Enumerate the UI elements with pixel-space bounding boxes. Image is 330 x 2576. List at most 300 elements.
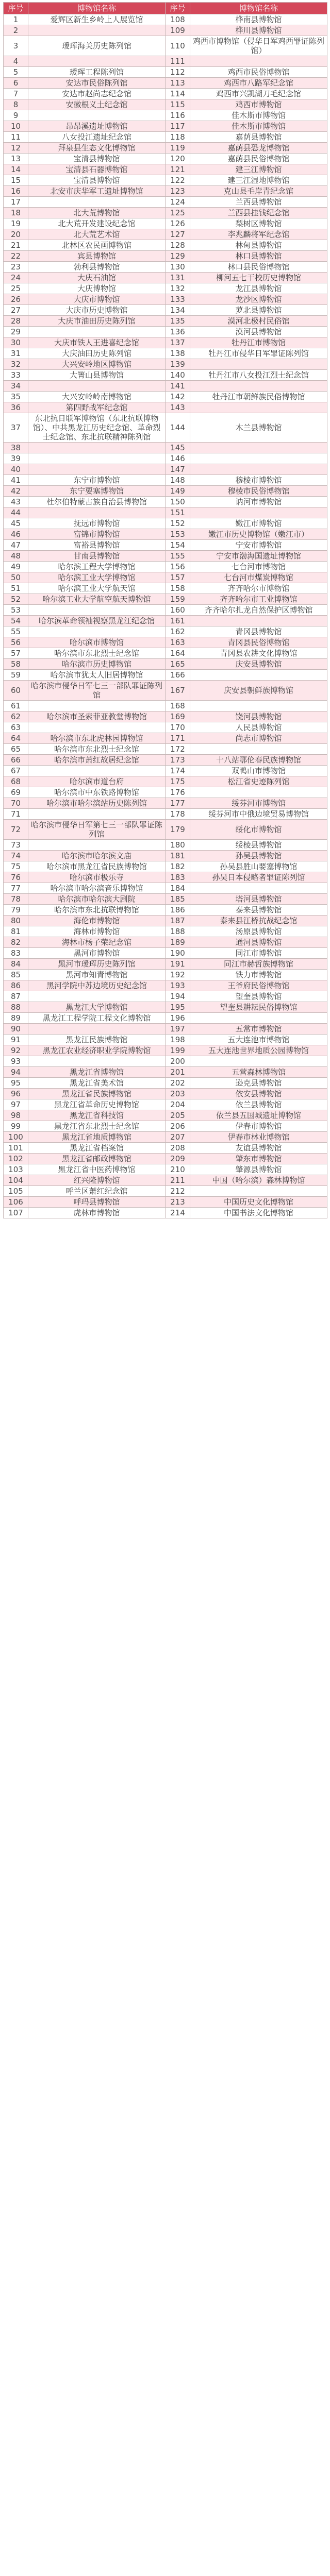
cell-seq-left: 4 (4, 56, 28, 67)
cell-name-right (190, 883, 327, 894)
table-row (4, 916, 327, 926)
cell-name-left: 安徽根义土纪念馆 (28, 99, 166, 110)
cell-seq-right: 155 (166, 551, 190, 562)
table-row (4, 701, 327, 711)
cell-seq-left: 22 (4, 251, 28, 262)
cell-name-right: 望奎县博物馆 (190, 991, 327, 1002)
cell-seq-left: 97 (4, 1099, 28, 1110)
cell-name-left (28, 327, 166, 337)
cell-name-left: 安达市民俗陈列馆 (28, 78, 166, 89)
table-row (4, 659, 327, 670)
cell-name-right: 绥芬河市中俄边境贸易博物馆 (190, 809, 327, 820)
cell-seq-right: 195 (166, 1002, 190, 1013)
cell-seq-right: 136 (166, 327, 190, 337)
table-row (4, 197, 327, 208)
cell-seq-right: 141 (166, 381, 190, 392)
cell-name-left: 哈尔滨工业大学博物馆 (28, 572, 166, 583)
cell-seq-left: 73 (4, 840, 28, 851)
cell-seq-left: 69 (4, 787, 28, 798)
cell-name-right (190, 507, 327, 518)
cell-name-right: 尚志市博物馆 (190, 733, 327, 744)
cell-seq-right: 185 (166, 894, 190, 905)
table-row (4, 616, 327, 626)
cell-name-left: 海林市博物馆 (28, 926, 166, 937)
cell-seq-right: 175 (166, 776, 190, 787)
cell-name-right: 孙吴县博物馆 (190, 851, 327, 861)
cell-name-right: 五常市博物馆 (190, 1024, 327, 1035)
cell-name-right: 宁安市博物馆 (190, 540, 327, 551)
table-row (4, 1056, 327, 1067)
table-row (4, 1045, 327, 1056)
table-row (4, 1143, 327, 1154)
cell-name-left (28, 56, 166, 67)
cell-seq-right: 159 (166, 594, 190, 605)
cell-name-left: 大庆市历史博物馆 (28, 305, 166, 316)
cell-name-right: 齐齐哈尔市工业博物馆 (190, 594, 327, 605)
cell-name-left: 黑龙江省民族博物馆 (28, 1089, 166, 1099)
table-row (4, 1208, 327, 1218)
table-row (4, 1089, 327, 1099)
cell-name-right: 兰西县博物馆 (190, 197, 327, 208)
cell-name-left: 黑河市知青博物馆 (28, 970, 166, 980)
cell-name-right: 鸡西市兴凯湖刀毛纪念馆 (190, 89, 327, 99)
cell-seq-left: 30 (4, 337, 28, 348)
cell-name-left (28, 840, 166, 851)
cell-seq-right: 187 (166, 916, 190, 926)
cell-seq-left: 2 (4, 25, 28, 36)
header-name-left: 博物馆名称 (28, 3, 166, 14)
cell-name-left: 红兴隆博物馆 (28, 1175, 166, 1186)
table-row (4, 787, 327, 798)
cell-seq-left: 55 (4, 626, 28, 637)
cell-seq-right: 173 (166, 755, 190, 766)
cell-name-right: 嘉荫县恐龙博物馆 (190, 143, 327, 154)
cell-seq-right: 212 (166, 1186, 190, 1197)
table-row (4, 121, 327, 132)
cell-name-left: 黑龙江省中医药博物馆 (28, 1164, 166, 1175)
cell-name-right: 嘉荫县民俗博物馆 (190, 154, 327, 164)
cell-seq-left: 68 (4, 776, 28, 787)
cell-name-right: 齐齐哈尔市博物馆 (190, 583, 327, 594)
cell-name-left: 勃利县博物馆 (28, 262, 166, 273)
table-row (4, 605, 327, 616)
cell-seq-left: 14 (4, 164, 28, 175)
cell-seq-right: 167 (166, 681, 190, 701)
table-row (4, 820, 327, 840)
cell-name-right: 孙吴县胜山要塞博物馆 (190, 861, 327, 872)
cell-name-right: 牡丹江市博物馆 (190, 337, 327, 348)
cell-name-left: 北大荒博物馆 (28, 208, 166, 218)
cell-name-right: 伊春市博物馆 (190, 1121, 327, 1132)
cell-seq-left: 98 (4, 1110, 28, 1121)
table-row (4, 1024, 327, 1035)
cell-seq-left: 95 (4, 1078, 28, 1089)
table-row (4, 359, 327, 370)
table-row (4, 208, 327, 218)
cell-seq-right: 116 (166, 110, 190, 121)
cell-name-right: 桦南县博物馆 (190, 14, 327, 25)
cell-name-right: 庆安县朝鲜族博物馆 (190, 681, 327, 701)
cell-seq-right: 203 (166, 1089, 190, 1099)
table-row (4, 905, 327, 916)
cell-seq-right: 127 (166, 229, 190, 240)
cell-seq-left: 50 (4, 572, 28, 583)
cell-name-left: 北安市庆华军工遗址博物馆 (28, 186, 166, 197)
cell-seq-left: 54 (4, 616, 28, 626)
cell-seq-right: 143 (166, 402, 190, 413)
cell-name-right (190, 56, 327, 67)
cell-name-right: 松江省史迹陈列馆 (190, 776, 327, 787)
cell-name-left: 哈尔滨工程大学博物馆 (28, 562, 166, 572)
cell-name-right: 孙吴日本侵略者罪证陈列馆 (190, 872, 327, 883)
cell-name-left: 大庆石油馆 (28, 273, 166, 283)
cell-seq-left: 47 (4, 540, 28, 551)
cell-name-left: 大兴安岭岭南博物馆 (28, 392, 166, 402)
cell-seq-left: 82 (4, 937, 28, 948)
cell-seq-left: 53 (4, 605, 28, 616)
cell-seq-left: 103 (4, 1164, 28, 1175)
table-row (4, 722, 327, 733)
cell-seq-right: 114 (166, 89, 190, 99)
cell-name-right: 庆安县博物馆 (190, 659, 327, 670)
table-row (4, 562, 327, 572)
cell-name-right: 望奎县耕耘民俗博物馆 (190, 1002, 327, 1013)
cell-name-left: 海林市杨子荣纪念馆 (28, 937, 166, 948)
cell-seq-right: 146 (166, 453, 190, 464)
cell-seq-right: 164 (166, 648, 190, 659)
cell-name-left: 瑷珲工程陈列馆 (28, 67, 166, 78)
cell-seq-left: 21 (4, 240, 28, 251)
header-name-right: 博物馆名称 (190, 3, 327, 14)
cell-seq-right: 182 (166, 861, 190, 872)
cell-name-right: 鸡西市民俗博物馆 (190, 67, 327, 78)
cell-name-left (28, 443, 166, 453)
cell-name-left: 哈尔滨市中东铁路博物馆 (28, 787, 166, 798)
cell-seq-right: 211 (166, 1175, 190, 1186)
cell-seq-right: 165 (166, 659, 190, 670)
cell-seq-right: 125 (166, 208, 190, 218)
cell-name-left: 宝清县博物馆 (28, 154, 166, 164)
cell-name-left: 呼兰区萧红纪念馆 (28, 1186, 166, 1197)
cell-seq-right: 108 (166, 14, 190, 25)
cell-name-left: 黑龙江省博物馆 (28, 1067, 166, 1078)
cell-name-right: 同江市赫哲族博物馆 (190, 959, 327, 970)
cell-seq-right: 207 (166, 1132, 190, 1143)
cell-seq-left: 33 (4, 370, 28, 381)
cell-name-left: 宝清县博物馆 (28, 175, 166, 186)
cell-seq-left: 72 (4, 820, 28, 840)
table-row (4, 744, 327, 755)
cell-name-left: 黑龙江省科技馆 (28, 1110, 166, 1121)
cell-name-right: 鸡西市博物馆（侵华日军鸡西罪证陈列馆） (190, 36, 327, 56)
cell-name-right: 鸡西市博物馆 (190, 99, 327, 110)
table-row (4, 1197, 327, 1208)
cell-name-right (190, 787, 327, 798)
cell-seq-left: 16 (4, 186, 28, 197)
cell-seq-right: 133 (166, 294, 190, 305)
cell-name-left: 哈尔滨市极乐寺 (28, 872, 166, 883)
cell-seq-left: 90 (4, 1024, 28, 1035)
cell-seq-left: 46 (4, 529, 28, 540)
cell-seq-left: 66 (4, 755, 28, 766)
cell-name-right: 桦川县博物馆 (190, 25, 327, 36)
cell-seq-right: 184 (166, 883, 190, 894)
cell-name-right: 嫩江市博物馆 (190, 518, 327, 529)
cell-seq-right: 199 (166, 1045, 190, 1056)
table-row (4, 370, 327, 381)
table-row (4, 648, 327, 659)
cell-name-left: 哈尔滨市黑龙江省民族博物馆 (28, 861, 166, 872)
table-row (4, 464, 327, 475)
cell-name-right: 中国（哈尔滨）森林博物馆 (190, 1175, 327, 1186)
cell-seq-right: 160 (166, 605, 190, 616)
cell-name-left (28, 453, 166, 464)
cell-name-left (28, 1056, 166, 1067)
cell-name-right (190, 616, 327, 626)
cell-seq-right: 188 (166, 926, 190, 937)
table-row (4, 443, 327, 453)
cell-seq-left: 25 (4, 283, 28, 294)
cell-name-right: 牡丹江市朝鲜族民俗博物馆 (190, 392, 327, 402)
cell-seq-right: 135 (166, 316, 190, 327)
cell-seq-right: 118 (166, 132, 190, 143)
cell-name-left: 八女投江遗址纪念馆 (28, 132, 166, 143)
table-header-row (4, 3, 327, 14)
cell-name-right: 林口县博物馆 (190, 251, 327, 262)
table-row (4, 186, 327, 197)
cell-name-right: 兰西县挂钱纪念馆 (190, 208, 327, 218)
cell-name-left: 杜尔伯特蒙古族自治县博物馆 (28, 497, 166, 507)
cell-seq-left: 12 (4, 143, 28, 154)
cell-name-left (28, 110, 166, 121)
cell-name-right: 五大连池世界地质公园博物馆 (190, 1045, 327, 1056)
cell-name-left: 宾县博物馆 (28, 251, 166, 262)
cell-name-right: 克山县毛岸青纪念馆 (190, 186, 327, 197)
table-row (4, 453, 327, 464)
cell-seq-right: 124 (166, 197, 190, 208)
cell-name-right: 漠河北极村民俗馆 (190, 316, 327, 327)
cell-name-right: 十八站鄂伦春民族博物馆 (190, 755, 327, 766)
table-row (4, 175, 327, 186)
cell-name-left: 哈尔滨市道台府 (28, 776, 166, 787)
cell-name-right: 同江市博物馆 (190, 948, 327, 959)
cell-name-right (190, 1056, 327, 1067)
cell-name-right (190, 464, 327, 475)
table-row (4, 681, 327, 701)
cell-seq-left: 32 (4, 359, 28, 370)
cell-seq-left: 35 (4, 392, 28, 402)
cell-seq-left: 3 (4, 36, 28, 56)
cell-seq-left: 79 (4, 905, 28, 916)
cell-name-left: 哈尔滨市哈尔滨大剧院 (28, 894, 166, 905)
table-row (4, 926, 327, 937)
cell-seq-left: 23 (4, 262, 28, 273)
cell-seq-left: 24 (4, 273, 28, 283)
cell-name-right: 青冈县博物馆 (190, 626, 327, 637)
cell-name-right: 龙江县博物馆 (190, 283, 327, 294)
table-row (4, 507, 327, 518)
cell-seq-right: 198 (166, 1035, 190, 1045)
table-row (4, 1067, 327, 1078)
cell-seq-left: 8 (4, 99, 28, 110)
cell-seq-right: 191 (166, 959, 190, 970)
cell-name-left (28, 722, 166, 733)
cell-name-left (28, 809, 166, 820)
cell-name-left: 东北抗日联军博物馆（东北抗联博物馆）、中共黑龙江历史纪念馆、革命烈士纪念馆、东北抗联精神陈列馆 (28, 413, 166, 443)
table-row (4, 229, 327, 240)
table-row (4, 809, 327, 820)
cell-name-right: 齐齐哈尔扎龙自然保护区博物馆 (190, 605, 327, 616)
cell-name-left: 哈尔滨市历史博物馆 (28, 659, 166, 670)
cell-name-left (28, 626, 166, 637)
cell-seq-right: 140 (166, 370, 190, 381)
cell-name-right: 五大连池市博物馆 (190, 1035, 327, 1045)
cell-seq-right: 153 (166, 529, 190, 540)
cell-name-left: 第四野战军纪念馆 (28, 402, 166, 413)
cell-seq-right: 204 (166, 1099, 190, 1110)
cell-seq-left: 51 (4, 583, 28, 594)
cell-seq-left: 42 (4, 486, 28, 497)
cell-seq-left: 75 (4, 861, 28, 872)
cell-seq-left: 92 (4, 1045, 28, 1056)
cell-seq-right: 110 (166, 36, 190, 56)
cell-seq-right: 213 (166, 1197, 190, 1208)
table-row (4, 402, 327, 413)
cell-name-right: 穆棱市博物馆 (190, 475, 327, 486)
cell-name-left: 大兴安岭地区博物馆 (28, 359, 166, 370)
cell-seq-left: 78 (4, 894, 28, 905)
cell-seq-left: 1 (4, 14, 28, 25)
cell-seq-left: 28 (4, 316, 28, 327)
cell-seq-left: 77 (4, 883, 28, 894)
cell-name-right: 肇源县博物馆 (190, 1164, 327, 1175)
table-row (4, 851, 327, 861)
cell-name-left: 黑龙江民族博物馆 (28, 1035, 166, 1045)
cell-seq-right: 161 (166, 616, 190, 626)
cell-name-right (190, 402, 327, 413)
cell-seq-right: 128 (166, 240, 190, 251)
cell-seq-right: 209 (166, 1154, 190, 1164)
table-row (4, 1099, 327, 1110)
table-row (4, 583, 327, 594)
cell-name-right (190, 443, 327, 453)
cell-seq-right: 200 (166, 1056, 190, 1067)
cell-name-right: 依安县博物馆 (190, 1089, 327, 1099)
cell-seq-right: 169 (166, 711, 190, 722)
cell-name-left: 虎林市博物馆 (28, 1208, 166, 1218)
cell-seq-left: 84 (4, 959, 28, 970)
cell-name-right: 林口县民俗博物馆 (190, 262, 327, 273)
table-row (4, 251, 327, 262)
cell-seq-right: 145 (166, 443, 190, 453)
cell-name-right: 饶河县博物馆 (190, 711, 327, 722)
table-row (4, 518, 327, 529)
cell-name-right: 木兰县博物馆 (190, 413, 327, 443)
cell-name-left: 黑龙江省地质博物馆 (28, 1132, 166, 1143)
cell-seq-right: 139 (166, 359, 190, 370)
cell-seq-left: 43 (4, 497, 28, 507)
cell-seq-left: 11 (4, 132, 28, 143)
cell-name-right: 建三江湿地博物馆 (190, 175, 327, 186)
cell-name-right: 通河县博物馆 (190, 937, 327, 948)
cell-seq-left: 52 (4, 594, 28, 605)
table-row (4, 1002, 327, 1013)
cell-name-left: 黑龙江省邮政博物馆 (28, 1154, 166, 1164)
cell-name-right: 五营森林博物馆 (190, 1067, 327, 1078)
cell-seq-right: 129 (166, 251, 190, 262)
cell-seq-right: 123 (166, 186, 190, 197)
cell-seq-left: 19 (4, 218, 28, 229)
cell-name-left (28, 605, 166, 616)
table-row (4, 959, 327, 970)
cell-seq-right: 214 (166, 1208, 190, 1218)
cell-seq-right: 163 (166, 637, 190, 648)
cell-name-left: 哈尔滨市哈尔滨站历史陈列馆 (28, 798, 166, 809)
cell-seq-right: 158 (166, 583, 190, 594)
cell-seq-right: 131 (166, 273, 190, 283)
cell-name-left (28, 25, 166, 36)
cell-seq-right: 144 (166, 413, 190, 443)
cell-seq-left: 49 (4, 562, 28, 572)
cell-seq-left: 59 (4, 670, 28, 681)
table-row (4, 392, 327, 402)
cell-seq-right: 168 (166, 701, 190, 711)
table-row (4, 594, 327, 605)
cell-name-left: 黑龙江省东北烈士纪念馆 (28, 1121, 166, 1132)
cell-seq-left: 38 (4, 443, 28, 453)
cell-seq-left: 41 (4, 475, 28, 486)
cell-name-left: 拜泉县生态文化博物馆 (28, 143, 166, 154)
table-row (4, 132, 327, 143)
table-row (4, 948, 327, 959)
cell-seq-left: 87 (4, 991, 28, 1002)
cell-seq-left: 45 (4, 518, 28, 529)
cell-name-left: 甘南县博物馆 (28, 551, 166, 562)
cell-seq-right: 196 (166, 1013, 190, 1024)
cell-name-right: 嫩江市历史博物馆（嫩江市） (190, 529, 327, 540)
table-row (4, 475, 327, 486)
cell-name-left: 黑龙江农业经济职业学院博物馆 (28, 1045, 166, 1056)
cell-seq-left: 20 (4, 229, 28, 240)
table-row (4, 1186, 327, 1197)
cell-name-right: 绥芬河市博物馆 (190, 798, 327, 809)
cell-name-left: 黑河市瑷珲历史陈列馆 (28, 959, 166, 970)
cell-seq-left: 13 (4, 154, 28, 164)
cell-seq-right: 149 (166, 486, 190, 497)
cell-name-right: 龙沙区博物馆 (190, 294, 327, 305)
cell-seq-left: 39 (4, 453, 28, 464)
cell-seq-right: 179 (166, 820, 190, 840)
table-row (4, 218, 327, 229)
cell-name-left: 安达市赵尚志纪念馆 (28, 89, 166, 99)
cell-seq-left: 88 (4, 1002, 28, 1013)
cell-seq-left: 63 (4, 722, 28, 733)
cell-seq-left: 76 (4, 872, 28, 883)
cell-seq-left: 102 (4, 1154, 28, 1164)
table-row (4, 970, 327, 980)
cell-name-left: 黑河市博物馆 (28, 948, 166, 959)
cell-name-right: 漠河县博物馆 (190, 327, 327, 337)
cell-name-left: 东宁要塞博物馆 (28, 486, 166, 497)
cell-seq-right: 180 (166, 840, 190, 851)
table-row (4, 1154, 327, 1164)
cell-seq-right: 193 (166, 980, 190, 991)
cell-seq-right: 189 (166, 937, 190, 948)
cell-name-right (190, 1013, 327, 1024)
cell-name-right: 友谊县博物馆 (190, 1143, 327, 1154)
cell-seq-left: 64 (4, 733, 28, 744)
cell-seq-right: 150 (166, 497, 190, 507)
